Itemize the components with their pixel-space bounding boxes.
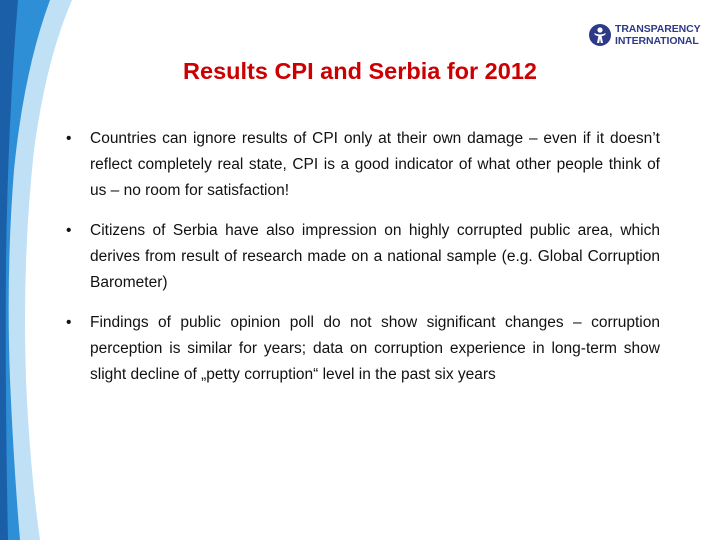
transparency-international-logo <box>588 22 708 52</box>
bullet-item <box>66 310 660 388</box>
logo-line-1: TRANSPARENCY <box>615 23 701 35</box>
ti-globe-icon <box>588 23 612 47</box>
bullet-list <box>66 126 660 402</box>
bullet-text: Countries can ignore results of CPI only at their own damage – even if it doesn’t reflect completely real state, CPI is a good indicator of what other people think of us – no room for satisfaction! <box>90 130 660 199</box>
bullet-item <box>66 218 660 296</box>
bullet-marker: • <box>66 314 72 331</box>
bullet-item <box>66 126 660 204</box>
logo-line-2: INTERNATIONAL <box>615 34 699 47</box>
logo-wordmark <box>615 24 701 47</box>
bullet-marker: • <box>66 130 72 147</box>
bullet-text: Citizens of Serbia have also impression on highly corrupted public area, which derives from result of research made on a national sample (e.g. Global Corruption Barometer) <box>90 222 660 291</box>
slide-title: Results CPI and Serbia for 2012 <box>183 58 537 84</box>
bullet-marker: • <box>66 222 72 239</box>
bullet-text: Findings of public opinion poll do not show significant changes – corruption perception is similar for years; data on corruption experience in long-term show slight decline of „petty corruption“ level in the past six years <box>90 314 660 383</box>
